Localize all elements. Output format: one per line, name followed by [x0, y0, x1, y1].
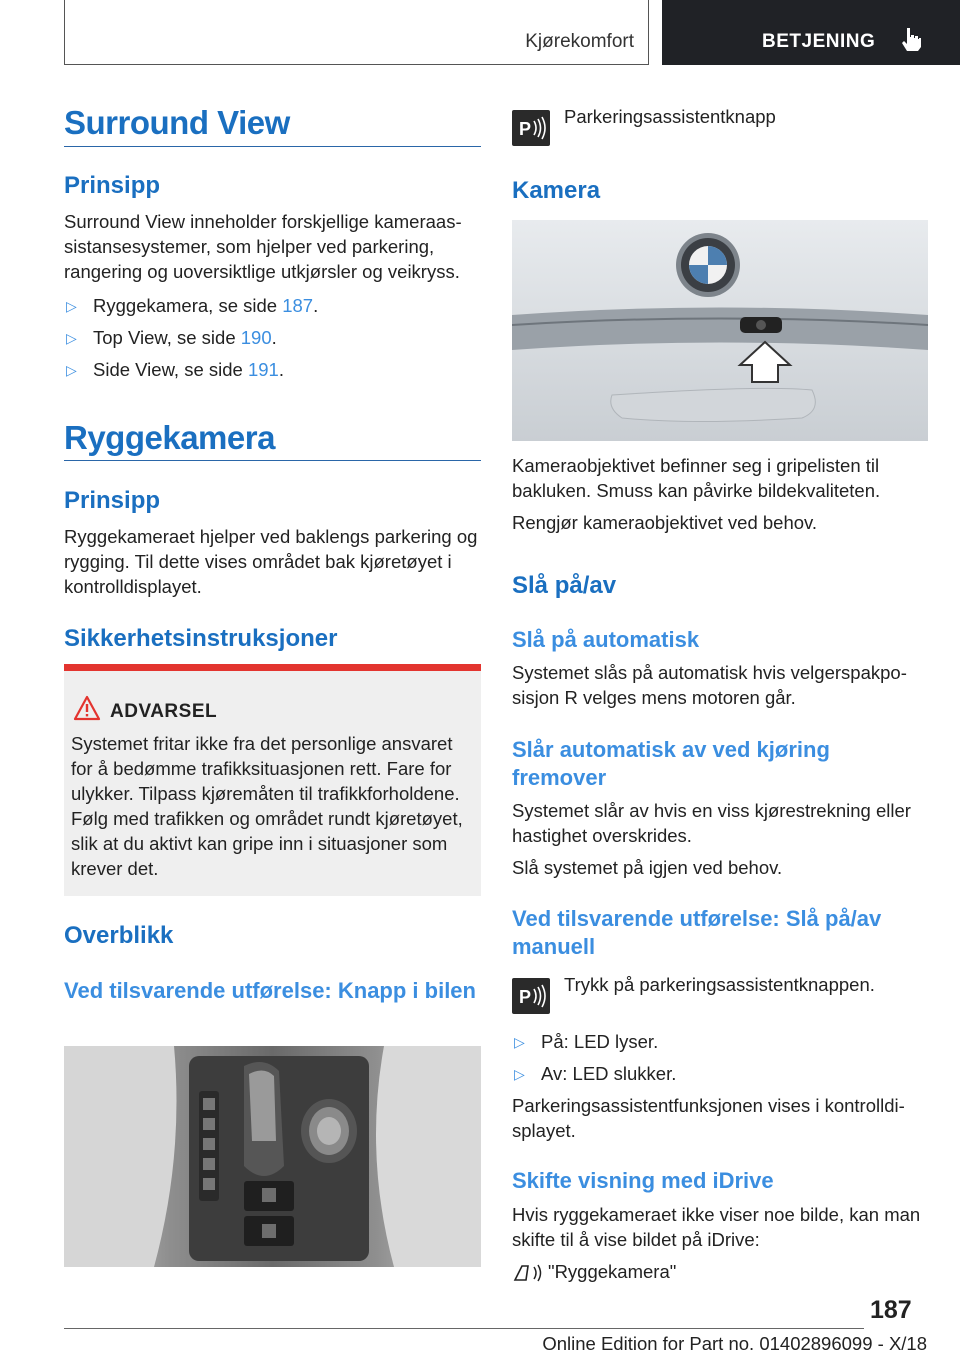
list-item: ▷ Top View, se side 190. — [64, 325, 481, 350]
warning-text: Systemet fritar ikke fra det personlige ansvaret for å bedømme trafikksituasjonen rett. Fare for ulykker. Tilpass kjøremåten til trafikkforholdene. Følg med trafikken og området rundt kjøretøyet, slik at du aktivt kan gripe inn i situasjoner som krever det. — [71, 733, 463, 879]
surround-view-title: Surround View — [64, 104, 290, 141]
rear-camera-photo — [512, 220, 928, 441]
surround-principle-text: Surround View inneholder forskjellige kameraassistansesystemer, som hjelper ved parkering, rangering og uoversiktlige utkjørsler og veikryss. — [64, 211, 462, 282]
page-link[interactable]: 187 — [282, 295, 314, 316]
safety-heading: Sikkerhetsinstruksjoner — [64, 625, 338, 652]
hand-pointer-icon — [898, 26, 924, 52]
auto-off-text-1: Systemet slår av hvis en viss kjørestrekning eller hastighet overskrides. — [512, 800, 911, 846]
title-rule — [64, 146, 481, 147]
auto-on-heading: Slå på automatisk — [512, 627, 700, 652]
list-item: ▷ Side View, se side 191. — [64, 357, 481, 382]
warning-title: ADVARSEL — [110, 701, 218, 722]
parking-assist-button-label: Parkeringsassistentknapp — [564, 106, 776, 127]
manual-text: Parkeringsassistentfunksjonen vises i kontrolldisplayet. — [512, 1095, 905, 1141]
page-number: 187 — [870, 1296, 912, 1324]
auto-on-text: Systemet slås på automatisk hvis velgerspakposisjon R velges mens motoren går. — [512, 662, 907, 708]
triangle-bullet-icon: ▷ — [514, 1066, 525, 1082]
page-link[interactable]: 191 — [247, 359, 279, 380]
surround-principle-heading: Prinsipp — [64, 172, 161, 199]
parking-assist-button-icon — [512, 978, 550, 1014]
triangle-bullet-icon: ▷ — [66, 298, 77, 314]
svg-text:P: P — [519, 119, 532, 139]
warning-box — [64, 664, 481, 896]
on-off-heading: Slå på/av — [512, 572, 617, 599]
overview-heading: Overblikk — [64, 922, 174, 949]
idrive-heading: Skifte visning med iDrive — [512, 1168, 774, 1193]
footer-edition: Online Edition for Part no. 01402896099 - X/18 — [542, 1333, 927, 1354]
idrive-menu-item: "Ryggekamera" — [548, 1261, 677, 1282]
center-console-photo — [64, 1046, 481, 1267]
rear-principle-heading: Prinsipp — [64, 487, 161, 514]
parking-assist-button-icon — [512, 110, 550, 146]
warning-triangle-icon — [73, 695, 101, 721]
manual-heading: Ved tilsvarende utførelse: Slå på/av manuell — [512, 906, 882, 959]
footer-rule — [64, 1328, 864, 1329]
triangle-bullet-icon: ▷ — [66, 330, 77, 346]
auto-off-heading: Slår automatisk av ved kjøring fremover — [512, 737, 830, 790]
list-item: ▷ På: LED lyser. — [512, 1029, 928, 1054]
overview-subheading: Ved tilsvarende utførelse: Knapp i bilen — [64, 978, 476, 1003]
header-chapter-title: BETJENING — [762, 31, 876, 52]
header-section-title: Kjørekomfort — [525, 31, 634, 52]
header-chapter-box — [662, 0, 960, 65]
camera-text-2: Rengjør kameraobjektivet ved behov. — [512, 512, 818, 533]
svg-text:P: P — [519, 987, 532, 1007]
triangle-bullet-icon: ▷ — [66, 362, 77, 378]
center-console-image — [64, 1046, 481, 1267]
triangle-bullet-icon: ▷ — [514, 1034, 525, 1050]
rear-camera-image — [512, 220, 928, 441]
rear-camera-title: Ryggekamera — [64, 419, 275, 456]
list-item: ▷ Av: LED slukker. — [512, 1061, 928, 1086]
camera-text-1: Kameraobjektivet befinner seg i gripelisten til bakluken. Smuss kan påvirke bildekvaliteten. — [512, 455, 881, 501]
title-rule — [64, 460, 481, 461]
idrive-text: Hvis ryggekameraet ikke viser noe bilde, kan man skifte til å vise bildet på iDrive: — [512, 1204, 921, 1250]
page-link[interactable]: 190 — [240, 327, 272, 348]
auto-off-text-2: Slå systemet på igjen ved behov. — [512, 857, 783, 878]
camera-heading: Kamera — [512, 177, 601, 204]
header-section-box — [64, 0, 649, 65]
rear-camera-menu-icon — [512, 1262, 546, 1284]
rear-principle-text: Ryggekameraet hjelper ved baklengs parkering og rygging. Til dette vises området bak kjøretøyet i kontrolldisplayet. — [64, 526, 478, 597]
manual-press-text: Trykk på parkeringsassistentknappen. — [564, 974, 875, 995]
list-item: ▷ Ryggekamera, se side 187. — [64, 293, 481, 318]
